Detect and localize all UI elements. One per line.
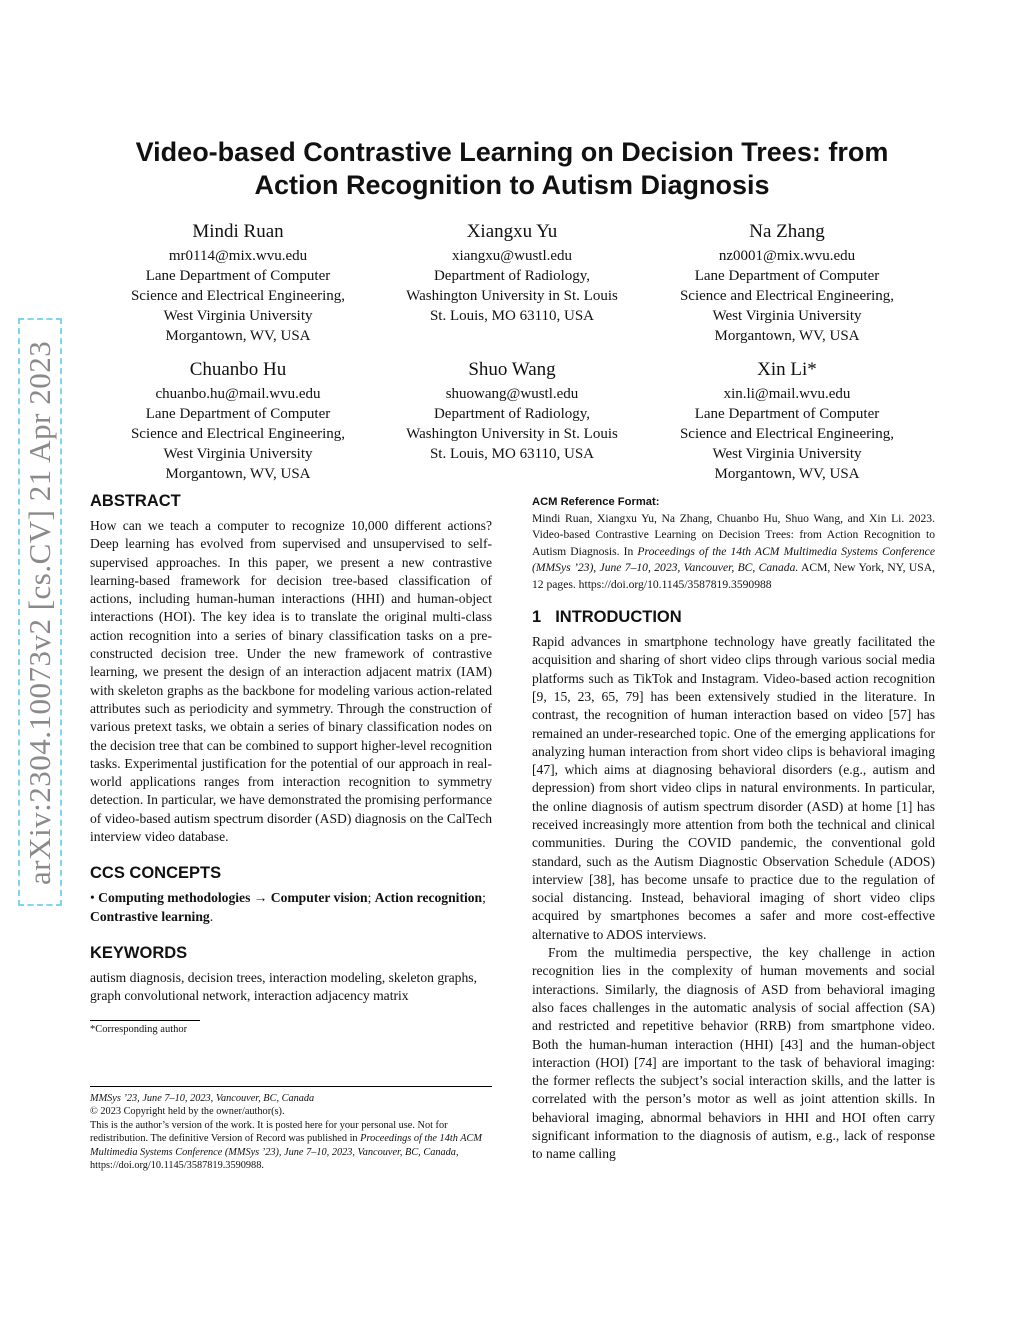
- author-affiliation: St. Louis, MO 63110, USA: [429, 446, 595, 462]
- copyright-note: [90, 1119, 492, 1173]
- author-name: Chuanbo Hu: [189, 359, 287, 380]
- author-name: Xiangxu Yu: [466, 221, 558, 242]
- author-email: nz0001@mix.wvu.edu: [718, 248, 856, 264]
- acm-reference-doi: ACM, New York, NY, USA, 12 pages. https://doi.org/10.1145/3587819.3590988: [532, 561, 935, 591]
- author-block: [108, 220, 368, 346]
- author-affiliation: Lane Department of Computer: [145, 268, 331, 284]
- title-line-1: Video-based Contrastive Learning on Decision Trees: from: [135, 137, 889, 167]
- venue-line: MMSys ’23, June 7–10, 2023, Vancouver, BC, Canada: [90, 1093, 315, 1104]
- author-affiliation: Morgantown, WV, USA: [165, 466, 311, 482]
- author-affiliation: Morgantown, WV, USA: [165, 328, 311, 344]
- abstract-text: How can we teach a computer to recognize 10,000 different actions? Deep learning has evolved from supervised and unsupervised to self-supervised approaches. In this paper, we present a new contrastive learning-based framework for decision tree-based classification of actions, including human-human interactions (HHI) and human-object interactions (HOI). The key idea is to translate the original multi-class action recognition into a series of binary classification tasks on a pre-constructed decision tree. Under the new framework of contrastive learning, we present the design of an interaction adjacent matrix (IAM) with skeleton graphs as the backbone for modeling various action-related attributes such as periodicity and symmetry. Through the construction of various pretext tasks, we obtain a series of binary classification nodes on the decision tree that can be combined to support higher-level recognition tasks. Experimental justification for the potential of our approach in real-world applications ranges from interaction recognition to symmetry detection. In particular, we have demonstrated the promising performance of video-based autism spectrum disorder (ASD) diagnosis on the CalTech interview video database.: [90, 518, 492, 845]
- author-affiliation: Morgantown, WV, USA: [714, 466, 860, 482]
- author-email: mr0114@mix.wvu.edu: [168, 248, 308, 264]
- author-affiliation: West Virginia University: [712, 446, 862, 462]
- author-name: Xin Li*: [757, 359, 817, 380]
- copyright-note-doi: , https://doi.org/10.1145/3587819.3590988.: [90, 1146, 459, 1172]
- author-block: [657, 358, 917, 484]
- footnote: *Corresponding author: [90, 1023, 188, 1035]
- ccs-concepts: [90, 889, 492, 926]
- author-affiliation: Science and Electrical Engineering,: [679, 288, 895, 304]
- author-affiliation: Washington University in St. Louis: [406, 426, 618, 442]
- author-affiliation: Washington University in St. Louis: [406, 288, 618, 304]
- copyright-line: © 2023 Copyright held by the owner/author(s).: [90, 1106, 285, 1118]
- author-affiliation: Morgantown, WV, USA: [714, 328, 860, 344]
- ccs-end: .: [209, 908, 214, 924]
- author-affiliation: Department of Radiology,: [433, 268, 591, 284]
- author-affiliation: Science and Electrical Engineering,: [679, 426, 895, 442]
- author-block: [382, 220, 642, 326]
- ccs-concept: Contrastive learning: [90, 908, 210, 924]
- author-affiliation: St. Louis, MO 63110, USA: [429, 308, 595, 324]
- title-line-2: Action Recognition to Autism Diagnosis: [254, 170, 770, 200]
- ccs-separator: ;: [367, 890, 375, 906]
- author-name: Mindi Ruan: [192, 221, 284, 242]
- right-column: [532, 496, 935, 1164]
- section-number: 1: [532, 608, 542, 627]
- author-block: [382, 358, 642, 464]
- copyright-block: [90, 1086, 492, 1172]
- author-email: xiangxu@wustl.edu: [451, 248, 573, 264]
- left-column: [90, 492, 492, 1037]
- author-affiliation: Science and Electrical Engineering,: [130, 426, 346, 442]
- intro-heading: [532, 608, 935, 627]
- ccs-concept: Action recognition: [374, 890, 483, 906]
- section-title: INTRODUCTION: [555, 608, 682, 627]
- author-email: shuowang@wustl.edu: [445, 386, 579, 402]
- author-affiliation: Science and Electrical Engineering,: [130, 288, 346, 304]
- author-affiliation: Lane Department of Computer: [694, 268, 880, 284]
- author-affiliation: West Virginia University: [712, 308, 862, 324]
- ccs-heading: CCS CONCEPTS: [90, 864, 222, 883]
- ccs-separator: ;: [482, 890, 486, 906]
- author-name: Na Zhang: [749, 221, 825, 242]
- arxiv-identifier: arXiv:2304.10073v2 [cs.CV] 21 Apr 2023: [22, 340, 57, 885]
- paper-title: [90, 136, 934, 202]
- acm-reference-venue: Proceedings of the 14th ACM Multimedia Systems Conference (MMSys ’23), June 7–10, 2023, Vancouver, BC, Canada.: [532, 544, 935, 575]
- author-block: [108, 358, 368, 484]
- copyright-note-venue: Proceedings of the 14th ACM Multimedia Systems Conference (MMSys ’23), June 7–10, 2023, Vancouver, BC, Canada: [90, 1133, 482, 1158]
- copyright-note-text: This is the author’s version of the work. It is posted here for your personal use. Not for redistribution. The definitive Version of Record was published in: [90, 1119, 448, 1145]
- footnote-rule: [90, 1020, 200, 1021]
- author-affiliation: Department of Radiology,: [433, 406, 591, 422]
- intro-paragraph-2: From the multimedia perspective, the key challenge in action recognition lies in the complexity of human movements and social interactions. Similarly, the diagnosis of ASD from behavioral imaging also faces challenges in the automatic analysis of social affection (SA) and restricted and repetitive behavior (RRB) from smartphone video. Both the human-human interaction (HHI) [43] and the human-object interaction (HOI) [74] are important to the task of behavioral imaging: the former reflects the subject’s social interaction skills, and the latter is correlated with the person’s motor as well as joint attention skills. In behavioral imaging, abnormal behaviors in HHI and HOI often carry significant information to the diagnosis of autism, e.g., lack of response to name calling: [532, 945, 935, 1162]
- abstract-heading: ABSTRACT: [90, 492, 181, 510]
- ccs-concept: Computing methodologies → Computer vision: [98, 890, 368, 906]
- author-affiliation: Lane Department of Computer: [694, 406, 880, 422]
- acm-reference-heading: ACM Reference Format:: [532, 496, 660, 508]
- author-name: Shuo Wang: [468, 359, 556, 380]
- author-block: [657, 220, 917, 346]
- author-affiliation: West Virginia University: [163, 446, 313, 462]
- intro-paragraph-1: Rapid advances in smartphone technology have greatly facilitated the acquisition and sharing of short video clips through various social media platforms such as TikTok and Instagram. Video-based action recognition [9, 15, 23, 65, 79] has been extensively studied in the literature. In contrast, the recognition of human interaction based on video [57] has remained an under-researched topic. One of the emerging applications for analyzing human interaction from short video clips is behavioral imaging [47], which aims at diagnosing behavioral disorders (e.g., autism and depression) from short video clips in natural environments. In particular, the online diagnosis of autism spectrum disorder (ASD) at home [1] has received increasingly more attention from both the technical and clinical communities. During the COVID pandemic, the conventional gold standard, such as the Autism Diagnostic Observation Schedule (ADOS) interview [38], has become unsafe to practice due to the regulation of social distancing. Instead, behavioral imaging of short video clips acquired by smartphones becomes a safer and more cost-effective alternative to ADOS interviews.: [532, 634, 935, 942]
- keywords-text: autism diagnosis, decision trees, interaction modeling, skeleton graphs, graph convolutional network, interaction adjacency matrix: [90, 969, 477, 1004]
- ccs-bullet: •: [90, 890, 95, 906]
- author-email: xin.li@mail.wvu.edu: [723, 386, 851, 402]
- author-affiliation: West Virginia University: [163, 308, 313, 324]
- keywords-heading: KEYWORDS: [90, 943, 188, 962]
- author-affiliation: Lane Department of Computer: [145, 406, 331, 422]
- acm-reference-citation: Mindi Ruan, Xiangxu Yu, Na Zhang, Chuanbo Hu, Shuo Wang, and Xin Li. 2023. Video-based Contrastive Learning on Decision Trees: from Action Recognition to Autism Diagnosis. In: [532, 512, 935, 558]
- acm-reference-text: [532, 511, 935, 593]
- author-email: chuanbo.hu@mail.wvu.edu: [155, 386, 321, 402]
